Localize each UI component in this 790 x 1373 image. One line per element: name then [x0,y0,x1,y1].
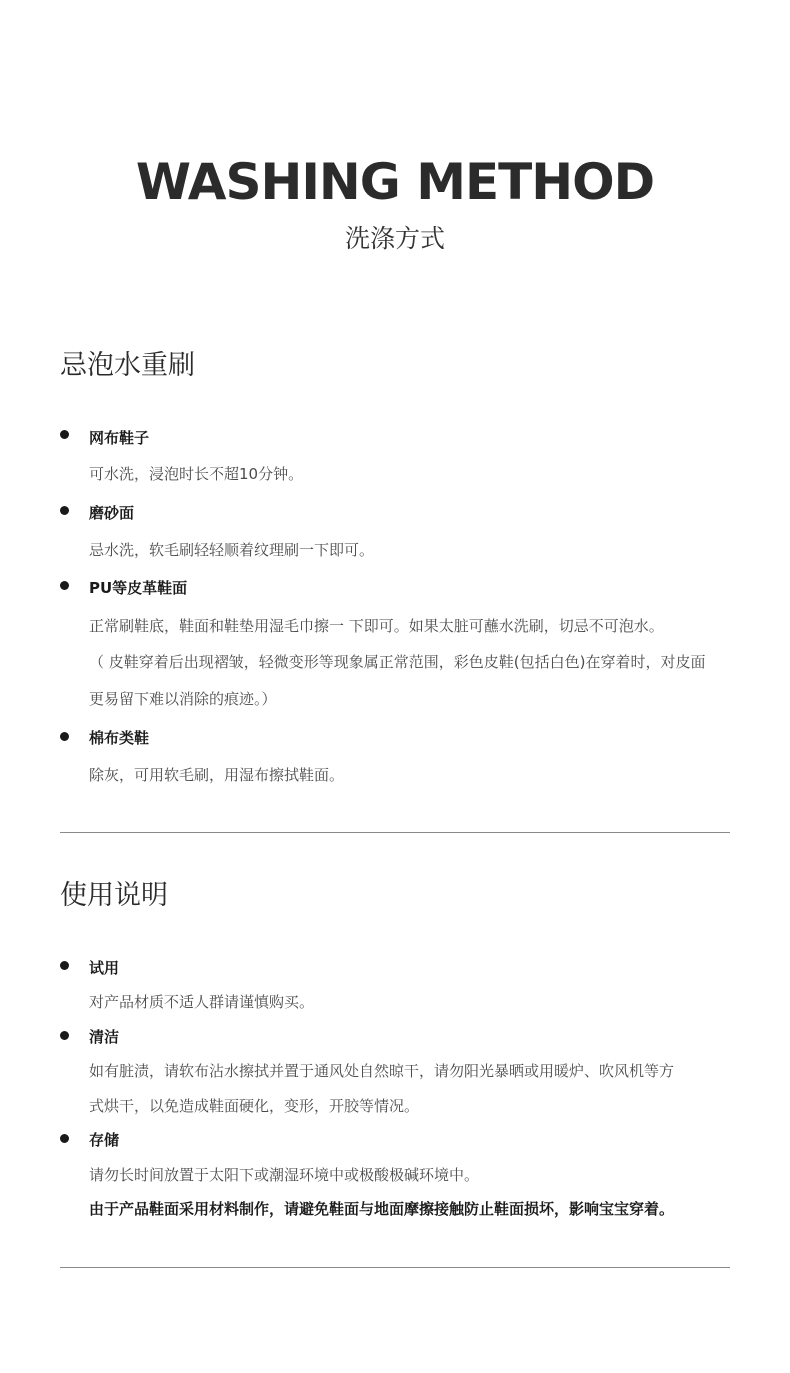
item-text: 正常刷鞋底，鞋面和鞋垫用湿毛巾擦一 下即可。如果太脏可蘸水洗刷，切忌不可泡水。 [89,617,664,635]
item-text: 可水洗，浸泡时长不超10分钟。 [89,465,304,483]
item-label: 网布鞋子 [89,429,150,447]
item-label: PU等皮革鞋面 [89,579,188,597]
section-heading: 忌泡水重刷 [60,350,195,381]
section-heading: 使用说明 [60,880,168,911]
bullet-icon [60,961,69,970]
page-subtitle: 洗涤方式 [344,224,445,253]
item-text: 除灰，可用软毛刷，用湿布擦拭鞋面。 [89,766,345,784]
item-text: 如有脏渍，请软布沾水擦拭并置于通风处自然晾干，请勿阳光暴晒或用暖炉、吹风机等方 [89,1062,675,1080]
bullet-icon [60,581,69,590]
bullet-icon [60,1134,69,1143]
item-text: 对产品材质不适人群请谨慎购买。 [89,993,315,1011]
item-text: （ 皮鞋穿着后出现褶皱，轻微变形等现象属正常范围，彩色皮鞋(包括白色)在穿着时，对皮面 [89,653,706,671]
item-label: 棉布类鞋 [89,729,150,747]
warning-note: 由于产品鞋面采用材料制作，请避免鞋面与地面摩擦接触防止鞋面损坏，影响宝宝穿着。 [89,1200,675,1218]
item-text: 请勿长时间放置于太阳下或潮湿环境中或极酸极碱环境中。 [89,1166,480,1184]
section-divider [60,1267,730,1268]
bullet-icon [60,1031,69,1040]
page-title: WASHING METHOD [135,153,655,211]
item-text: 更易留下难以消除的痕迹。） [89,690,277,708]
item-label: 磨砂面 [89,504,135,522]
item-label: 试用 [89,959,120,977]
bullet-icon [60,732,69,741]
item-label: 清洁 [89,1028,120,1046]
bullet-icon [60,430,69,439]
item-text: 式烘干，以免造成鞋面硬化，变形，开胶等情况。 [89,1097,420,1115]
item-text: 忌水洗，软毛刷轻轻顺着纹理刷一下即可。 [89,541,375,559]
item-label: 存储 [89,1131,120,1149]
bullet-icon [60,506,69,515]
section-divider [60,832,730,833]
